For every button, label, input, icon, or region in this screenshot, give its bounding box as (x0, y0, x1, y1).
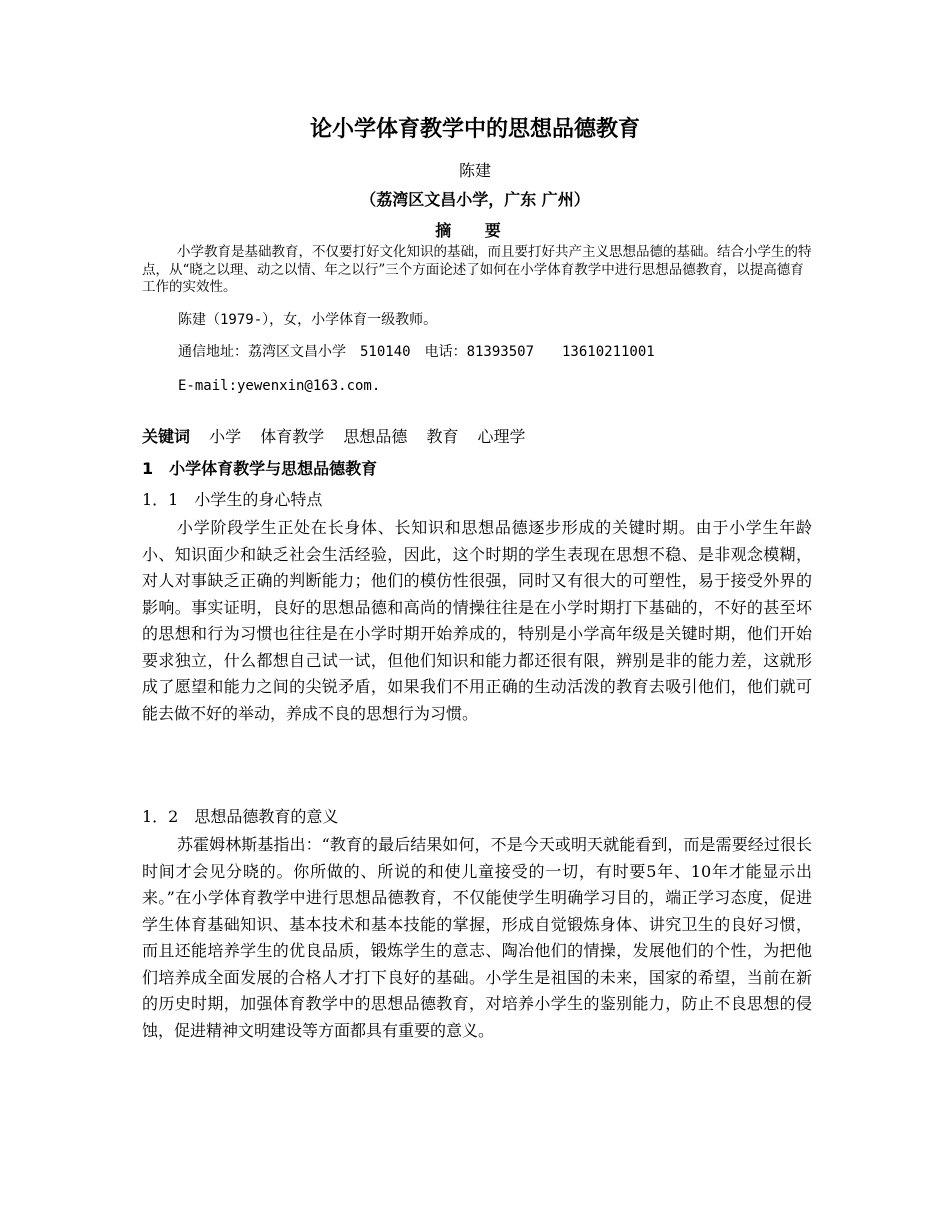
subsection-heading: 1．2 思想品德教育的意义 (142, 807, 339, 826)
keyword: 教育 (426, 427, 459, 446)
contact-email: E-mail:yewenxin@163.com. (178, 378, 381, 394)
author-name: 陈建 (458, 161, 491, 180)
keyword: 心理学 (477, 427, 526, 446)
author-bio: 陈建（1979-），女，小学体育一级教师。 (178, 312, 438, 328)
body-paragraph: 苏霍姆林斯基指出：“教育的最后结果如何，不是今天或明天就能看到，而是需要经过很长时间才会见分晓的。你所做的、所说的和使儿童接受的一切，有时要5年、10年才能显示出来。”在小学体育教学中进行思想品德教育，不仅能使学生明确学习目的，端正学习态度，促进学生体育基础知识、基本技术和基本技能的掌握，形成自觉锻炼身体、讲究卫生的良好习惯，而且还能培养学生的优良品质，锻炼学生的意志、陶冶他们的情操，发展他们的个性，为把他们培养成全面发展的合格人才打下良好的基础。小学生是祖国的未来，国家的希望，当前在新的历史时期，加强体育教学中的思想品德教育，对培养小学生的鉴别能力，防止不良思想的侵蚀，促进精神文明建设等方面都具有重要的意义。 (142, 835, 812, 1040)
abstract-text: 小学教育是基础教育，不仅要打好文化知识的基础，而且要打好共产主义思想品德的基础。结合小学生的特点，从“晓之以理、动之以情、年之以行”三个方面论述了如何在小学体育教学中进行思想品德教育，以提高德育工作的实效性。 (142, 244, 812, 295)
keyword: 思想品德 (343, 427, 408, 446)
abstract-heading: 摘 要 (435, 221, 515, 240)
body-paragraph: 小学阶段学生正处在长身体、长知识和思想品德逐步形成的关键时期。由于小学生年龄小、知识面少和缺乏社会生活经验，因此，这个时期的学生表现在思想不稳、是非观念模糊，对人对事缺乏正确的判断能力；他们的模仿性很强，同时又有很大的可塑性，易于接受外界的影响。事实证明，良好的思想品德和高尚的情操往往是在小学时期打下基础的，不好的甚至坏的思想和行为习惯也往往是在小学时期开始养成的，特别是小学高年级是关键时期，他们开始要求独立，什么都想自己试一试，但他们知识和能力都还很有限，辨别是非的能力差，这就形成了愿望和能力之间的尖锐矛盾，如果我们不用正确的生动活泼的教育去吸引他们，他们就可能去做不好的举动，养成不良的思想行为习惯。 (142, 518, 812, 723)
author-affiliation: （荔湾区文昌小学，广东 广州） (360, 190, 590, 209)
article-title: 论小学体育教学中的思想品德教育 (309, 117, 640, 142)
section-heading: 1 小学体育教学与思想品德教育 (142, 459, 378, 478)
keyword: 小学 (209, 427, 242, 446)
keywords-line (142, 424, 526, 447)
keywords-label: 关键词 (142, 427, 191, 446)
subsection-heading: 1．1 小学生的身心特点 (142, 490, 323, 509)
contact-address: 通信地址：荔湾区文昌小学 510140 电话：81393507 13610211001 (178, 344, 655, 360)
keyword: 体育教学 (260, 427, 325, 446)
